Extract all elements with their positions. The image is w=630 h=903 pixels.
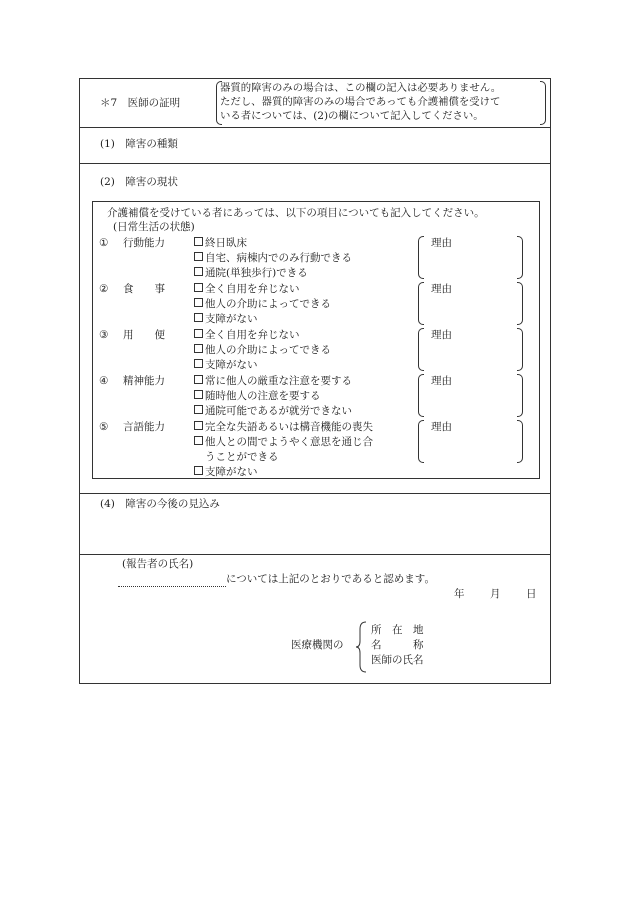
care-section [92,201,540,479]
option-row[interactable] [194,389,321,404]
care-intro: 介護補償を受けている者にあっては、以下の項目についても記入してください。 [107,207,485,219]
checkbox[interactable] [194,267,203,276]
certification-text: については上記のとおりであると認めます。 [226,573,435,585]
divider [80,163,550,164]
checkbox[interactable] [194,329,203,338]
note-line-1: 器質的障害のみの場合は、この欄の記入は必要ありません。 [220,82,502,94]
checkbox[interactable] [194,436,203,445]
address-label: 所 在 地 [371,624,424,636]
date-year: 年 [454,588,465,600]
checkbox[interactable] [194,344,203,353]
category-label: 用 便 [123,329,165,341]
note-line-3: いる者については、(2)の欄について記入してください。 [220,110,484,122]
reason-bracket-left [418,420,424,463]
option-label: 支障がない [205,359,258,371]
category-number: ① [99,237,109,249]
option-row[interactable] [194,236,247,251]
option-label: 完全な失語あるいは構音機能の喪失 [205,421,373,433]
option-label: 他人との間でようやく意思を通じ合 [205,436,373,448]
note-bracket-right [540,81,546,125]
checkbox[interactable] [194,359,203,368]
option-label: 常に他人の厳重な注意を要する [205,375,352,387]
item-disability-outlook: (4) 障害の今後の見込み [100,498,220,510]
curly-brace-icon [355,621,369,673]
reason-bracket-right [517,328,523,371]
reason-label: 理由 [431,421,452,433]
checkbox[interactable] [194,375,203,384]
option-row[interactable] [194,343,331,358]
reason-label: 理由 [431,329,452,341]
note-line-2: ただし、器質的障害のみの場合であっても介護補償を受けて [220,96,501,108]
checkbox[interactable] [194,313,203,322]
checkbox[interactable] [194,298,203,307]
option-label: 支障がない [205,313,258,325]
option-label: 他人の介助によってできる [205,298,331,310]
checkbox[interactable] [194,466,203,475]
checkbox[interactable] [194,252,203,261]
institution-name-label: 名 称 [371,639,424,651]
option-row[interactable] [194,266,308,281]
reason-label: 理由 [431,283,452,295]
option-row[interactable] [194,251,352,266]
option-row[interactable] [194,282,300,297]
divider [80,493,550,494]
category-label: 食 事 [123,283,165,295]
category-label: 精神能力 [123,375,165,387]
item-disability-type: (1) 障害の種類 [100,138,178,150]
date-month: 月 [490,588,501,600]
option-label: 他人の介助によってできる [205,344,331,356]
category-label: 行動能力 [123,237,165,249]
item-disability-status: (2) 障害の現状 [100,176,178,188]
note-box [216,81,546,125]
reporter-name-blank[interactable] [118,574,226,587]
reason-label: 理由 [431,375,452,387]
option-row[interactable] [194,297,331,312]
option-row[interactable] [194,465,258,480]
reason-label: 理由 [431,237,452,249]
option-continuation: うことができる [205,451,279,463]
checkbox[interactable] [194,421,203,430]
divider [80,554,550,555]
category-number: ④ [99,375,109,387]
reason-bracket-left [418,236,424,279]
option-label: 全く自用を弁じない [205,283,300,295]
reason-bracket-left [418,282,424,325]
option-row[interactable] [194,374,352,389]
reason-bracket-right [517,282,523,325]
category-number: ③ [99,329,109,341]
section-label: ＊7 医師の証明 [100,97,181,109]
option-label: 支障がない [205,466,258,478]
reason-bracket-right [517,374,523,417]
option-row[interactable] [194,420,373,435]
checkbox[interactable] [194,390,203,399]
reason-bracket-left [418,374,424,417]
reason-bracket-right [517,236,523,279]
option-row[interactable] [194,404,352,419]
date-day: 日 [526,588,537,600]
reason-bracket-right [517,420,523,463]
option-row[interactable] [194,435,373,450]
reporter-name-label: (報告者の氏名) [122,558,194,570]
option-label: 全く自用を弁じない [205,329,300,341]
certificate-form [79,78,551,684]
doctor-name-label: 医師の氏名 [371,654,424,666]
care-subheading: (日常生活の状態) [113,221,195,233]
option-label: 通院可能であるが就労できない [205,405,352,417]
option-label: 通院(単独歩行)できる [205,267,308,279]
category-number: ⑤ [99,421,109,433]
option-row[interactable] [194,328,300,343]
option-row[interactable] [194,312,258,327]
category-number: ② [99,283,109,295]
option-row[interactable] [194,358,258,373]
checkbox[interactable] [194,283,203,292]
checkbox[interactable] [194,237,203,246]
reason-bracket-left [418,328,424,371]
certification-line [118,572,435,587]
checkbox[interactable] [194,405,203,414]
category-label: 言語能力 [123,421,165,433]
institution-label: 医療機関の [291,639,344,651]
divider [80,127,550,128]
option-label: 自宅、病棟内でのみ行動できる [205,252,352,264]
option-label: 終日臥床 [205,237,247,249]
option-label: 随時他人の注意を要する [205,390,321,402]
